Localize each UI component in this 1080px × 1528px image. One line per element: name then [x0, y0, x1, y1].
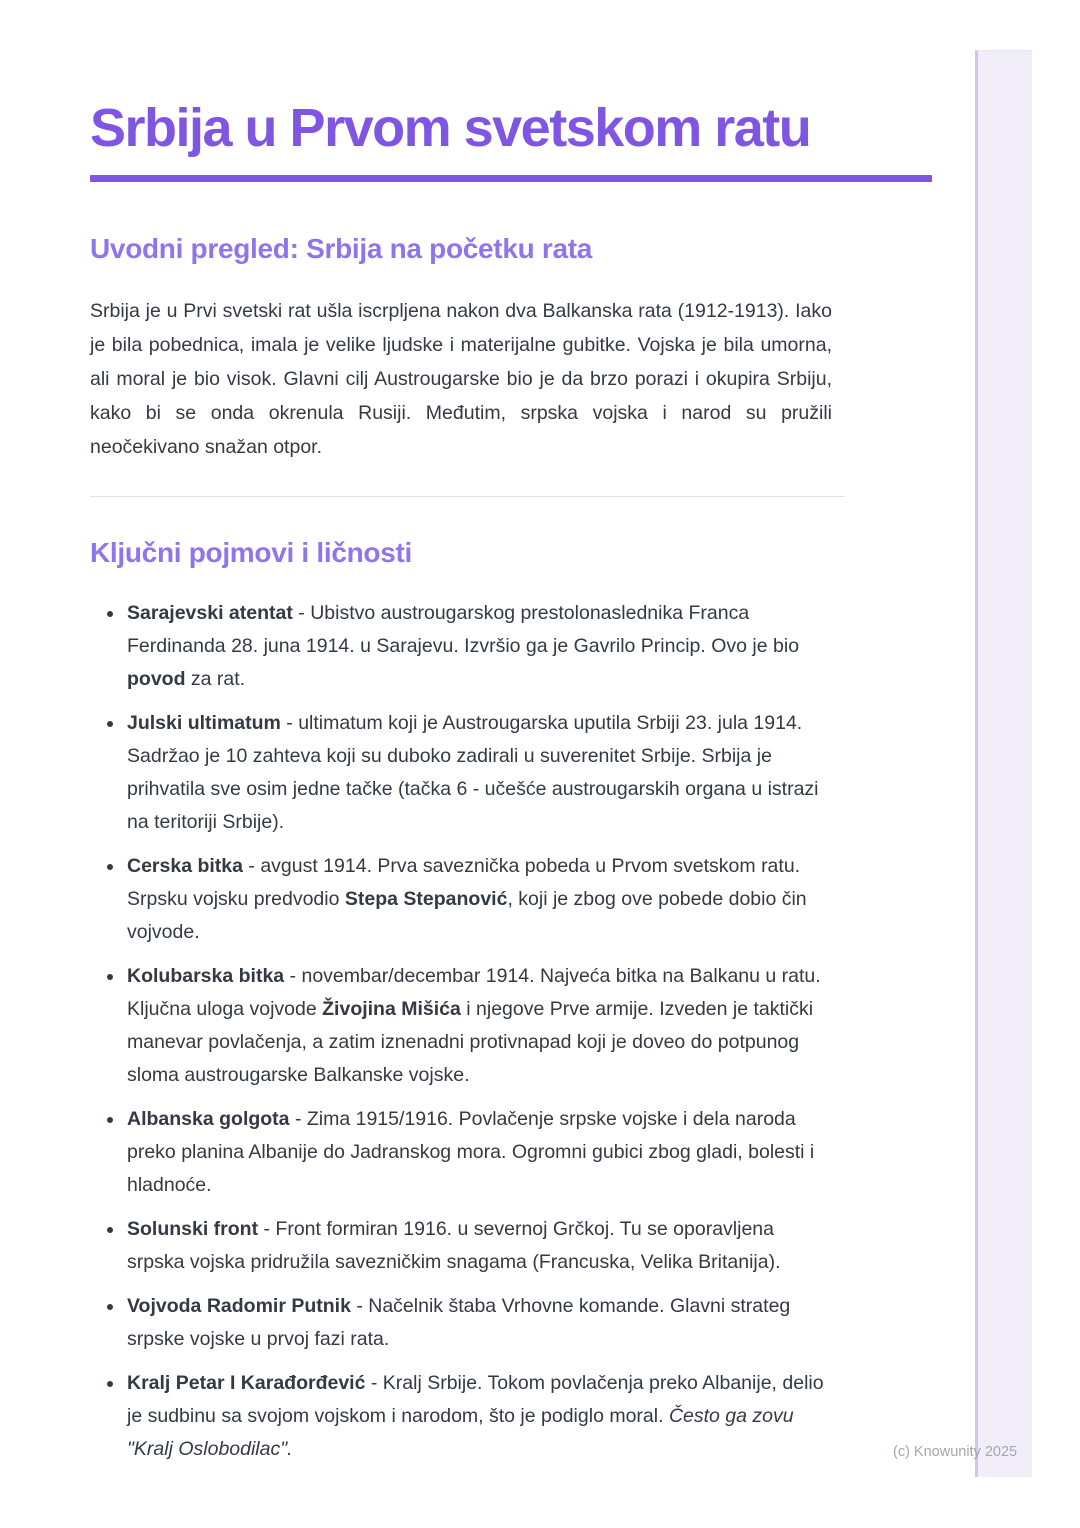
bullet-icon	[107, 721, 113, 727]
list-item-text: Julski ultimatum - ultimatum koji je Austrougarska uputila Srbiji 23. jula 1914. Sadržao je 10 zahteva koji su duboko zadirali u suverenitet Srbije. Srbija je prihvatila sve osim jedne tačke (tačka 6 - učešće austrougarskih organa u istrazi na teritoriji Srbije).	[127, 712, 819, 834]
list-item	[90, 850, 832, 949]
bullet-icon	[107, 864, 113, 870]
footer-credit: (c) Knowunity 2025	[893, 1444, 1018, 1460]
key-terms-list	[90, 597, 832, 1466]
list-item-text: Albanska golgota - Zima 1915/1916. Povlačenje srpske vojske i dela naroda preko planina Albanije do Jadranskog mora. Ogromni gubici zbog gladi, bolesti i hladnoće.	[127, 1108, 815, 1197]
bullet-icon	[107, 611, 113, 617]
list-item-text: Cerska bitka - avgust 1914. Prva saveznička pobeda u Prvom svetskom ratu. Srpsku vojsku predvodio Stepa Stepanović, koji je zbog ove pobede dobio čin vojvode.	[127, 855, 807, 944]
list-item	[90, 1213, 832, 1279]
bullet-icon	[107, 1117, 113, 1123]
bullet-icon	[107, 1227, 113, 1233]
list-item-text: Sarajevski atentat - Ubistvo austrougarskog prestolonaslednika Franca Ferdinanda 28. juna 1914. u Sarajevu. Izvršio ga je Gavrilo Princip. Ovo je bio povod za rat.	[127, 602, 800, 691]
bullet-icon	[107, 1381, 113, 1387]
page-title: Srbija u Prvom svetskom ratu	[90, 98, 811, 158]
section-heading-key-terms: Ključni pojmovi i ličnosti	[90, 537, 413, 569]
list-item-text: Kralj Petar I Karađorđević - Kralj Srbije. Tokom povlačenja preko Albanije, delio je sudbinu sa svojom vojskom i narodom, što je podiglo moral. Često ga zovu "Kralj Oslobodilac".	[127, 1372, 824, 1461]
list-item	[90, 1367, 832, 1466]
list-item-text: Solunski front - Front formiran 1916. u severnoj Grčkoj. Tu se oporavljena srpska vojska pridružila savezničkim snagama (Francuska, Velika Britanija).	[127, 1218, 781, 1274]
list-item	[90, 1290, 832, 1356]
list-item	[90, 707, 832, 839]
section-heading-intro: Uvodni pregled: Srbija na početku rata	[90, 233, 593, 265]
section-divider	[90, 496, 845, 497]
list-item	[90, 1103, 832, 1202]
list-item	[90, 960, 832, 1092]
bullet-icon	[107, 1304, 113, 1310]
bullet-icon	[107, 974, 113, 980]
list-item-text: Vojvoda Radomir Putnik - Načelnik štaba Vrhovne komande. Glavni strateg srpske vojske u prvoj fazi rata.	[127, 1295, 791, 1351]
next-page-edge-strip	[975, 50, 1032, 1477]
title-underline-rule	[90, 175, 932, 182]
list-item-text: Kolubarska bitka - novembar/decembar 1914. Najveća bitka na Balkanu u ratu. Ključna uloga vojvode Živojina Mišića i njegove Prve armije. Izveden je taktički manevar povlačenja, a zatim iznenadni protivnapad koji je doveo do potpunog sloma austrougarske Balkanske vojske.	[127, 965, 821, 1087]
intro-paragraph: Srbija je u Prvi svetski rat ušla iscrpljena nakon dva Balkanska rata (1912-1913). Iako je bila pobednica, imala je velike ljudske i materijalne gubitke. Vojska je bila umorna, ali moral je bio visok. Glavni cilj Austrougarske bio je da brzo porazi i okupira Srbiju, kako bi se onda okrenula Rusiji. Međutim, srpska vojska i narod su pružili neočekivano snažan otpor.	[90, 300, 832, 459]
list-item	[90, 597, 832, 696]
